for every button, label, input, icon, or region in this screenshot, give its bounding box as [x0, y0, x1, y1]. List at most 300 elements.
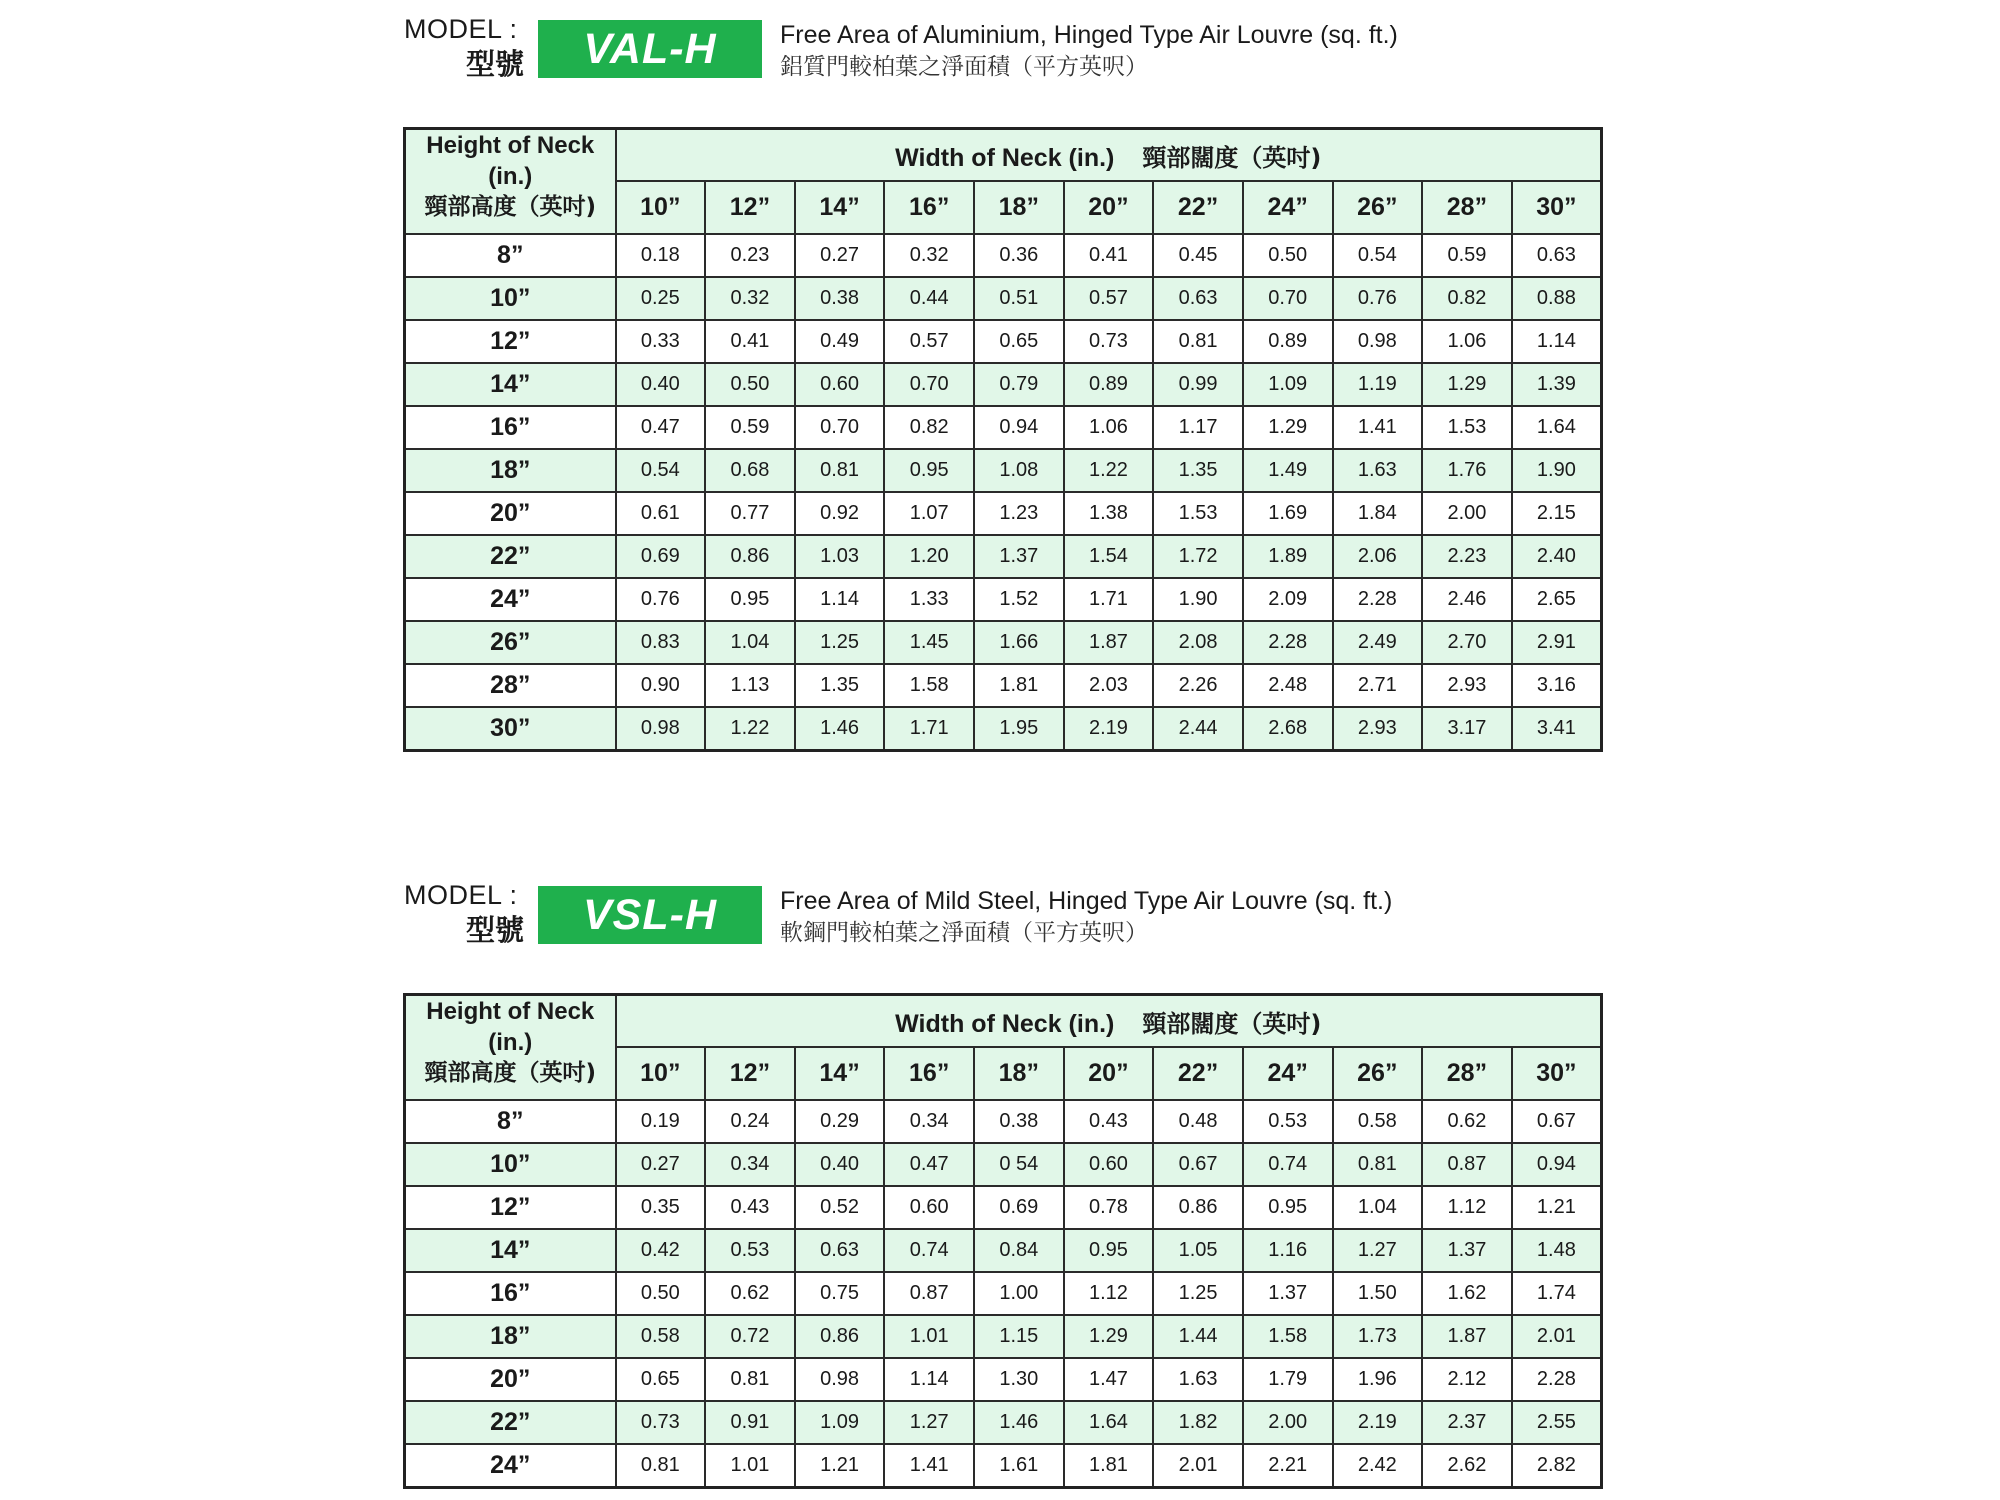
table-cell: 0.45 [1153, 234, 1243, 277]
table-row [405, 277, 1602, 320]
table-cell: 0.43 [1064, 1100, 1154, 1143]
column-header: 26” [1333, 181, 1423, 234]
header-row [405, 129, 1602, 182]
table-cell: 0.63 [1153, 277, 1243, 320]
row-height-cell: 28” [405, 664, 616, 707]
column-header: 10” [616, 1047, 706, 1100]
table-cell: 0.27 [616, 1143, 706, 1186]
table-cell: 0.67 [1512, 1100, 1602, 1143]
row-height-cell: 18” [405, 1315, 616, 1358]
table-cell: 1.21 [1512, 1186, 1602, 1229]
table-cell: 0.74 [1243, 1143, 1333, 1186]
table-row [405, 1358, 1602, 1401]
table-cell: 0.42 [616, 1229, 706, 1272]
table-row [405, 578, 1602, 621]
table-cell: 0.61 [616, 492, 706, 535]
table-cell: 1.22 [1064, 449, 1154, 492]
table-cell: 1.63 [1153, 1358, 1243, 1401]
table-cell: 2.82 [1512, 1444, 1602, 1488]
table-cell: 0.50 [616, 1272, 706, 1315]
table-cell: 0.81 [1333, 1143, 1423, 1186]
table-row [405, 406, 1602, 449]
table-cell: 2.19 [1064, 707, 1154, 751]
table-cell: 2.28 [1512, 1358, 1602, 1401]
table-cell: 1.12 [1064, 1272, 1154, 1315]
table-cell: 0.87 [884, 1272, 974, 1315]
table-cell: 3.41 [1512, 707, 1602, 751]
table-cell: 2.55 [1512, 1401, 1602, 1444]
table-cell: 0.70 [1243, 277, 1333, 320]
table-cell: 1.01 [705, 1444, 795, 1488]
table-cell: 1.21 [795, 1444, 885, 1488]
table-cell: 0.40 [616, 363, 706, 406]
table-cell: 1.14 [795, 578, 885, 621]
model-label-zh: 型號 [466, 47, 525, 81]
table-row [405, 621, 1602, 664]
table-cell: 0.60 [884, 1186, 974, 1229]
width-label-zh: 頸部闊度（英吋) [1142, 1009, 1322, 1038]
table-cell: 1.14 [884, 1358, 974, 1401]
table-cell: 0.40 [795, 1143, 885, 1186]
table-cell: 0.58 [1333, 1100, 1423, 1143]
table-row [405, 1444, 1602, 1488]
table-cell: 1.29 [1422, 363, 1512, 406]
table-cell: 0.63 [795, 1229, 885, 1272]
table-cell: 0.95 [1243, 1186, 1333, 1229]
table-cell: 1.90 [1153, 578, 1243, 621]
column-header: 12” [705, 181, 795, 234]
table-cell: 2.40 [1512, 535, 1602, 578]
column-header: 14” [795, 1047, 885, 1100]
table-cell: 0.19 [616, 1100, 706, 1143]
table-cell: 1.38 [1064, 492, 1154, 535]
row-height-cell: 24” [405, 1444, 616, 1488]
table-cell: 0.33 [616, 320, 706, 363]
table-cell: 0.83 [616, 621, 706, 664]
height-label-unit: (in.) [488, 163, 533, 190]
column-header: 26” [1333, 1047, 1423, 1100]
table-cell: 1.09 [795, 1401, 885, 1444]
column-header: 28” [1422, 181, 1512, 234]
table-cell: 1.12 [1422, 1186, 1512, 1229]
table-cell: 0.48 [1153, 1100, 1243, 1143]
table-cell: 2.08 [1153, 621, 1243, 664]
table-cell: 0.53 [1243, 1100, 1333, 1143]
table-cell: 1.25 [1153, 1272, 1243, 1315]
table-cell: 0.34 [884, 1100, 974, 1143]
table-cell: 0.82 [1422, 277, 1512, 320]
table-cell: 0.23 [705, 234, 795, 277]
table-cell: 0.87 [1422, 1143, 1512, 1186]
column-header: 16” [884, 181, 974, 234]
table-cell: 2.00 [1422, 492, 1512, 535]
row-height-cell: 26” [405, 621, 616, 664]
column-header: 20” [1064, 1047, 1154, 1100]
table-cell: 2.70 [1422, 621, 1512, 664]
table-cell: 0.72 [705, 1315, 795, 1358]
row-height-cell: 22” [405, 1401, 616, 1444]
table-row [405, 1143, 1602, 1186]
table-cell: 1.19 [1333, 363, 1423, 406]
caption-zh: 鋁質門較柏葉之淨面積（平方英呎） [780, 54, 1148, 80]
table-cell: 0.98 [616, 707, 706, 751]
table-cell: 0.27 [795, 234, 885, 277]
table-cell: 0.76 [1333, 277, 1423, 320]
table-cell: 1.48 [1512, 1229, 1602, 1272]
table-cell: 0.94 [1512, 1143, 1602, 1186]
table-cell: 0.89 [1243, 320, 1333, 363]
table-cell: 0.91 [705, 1401, 795, 1444]
table-cell: 0.54 [616, 449, 706, 492]
table-cell: 2.19 [1333, 1401, 1423, 1444]
table-cell: 0.78 [1064, 1186, 1154, 1229]
table-cell: 2.23 [1422, 535, 1512, 578]
table-row [405, 234, 1602, 277]
height-label-en: Height of Neck [426, 132, 595, 159]
table-cell: 0.75 [795, 1272, 885, 1315]
table-row [405, 492, 1602, 535]
table-cell: 0.47 [616, 406, 706, 449]
row-height-cell: 12” [405, 320, 616, 363]
table-cell: 0.32 [705, 277, 795, 320]
table-cell: 0.86 [705, 535, 795, 578]
height-label-zh: 頸部高度（英吋) [424, 1060, 596, 1086]
table-cell: 0.84 [974, 1229, 1064, 1272]
table-cell: 0.65 [974, 320, 1064, 363]
table-row [405, 1186, 1602, 1229]
table-cell: 2.37 [1422, 1401, 1512, 1444]
table-cell: 2.01 [1153, 1444, 1243, 1488]
table-cell: 1.07 [884, 492, 974, 535]
table-cell: 0.32 [884, 234, 974, 277]
table-cell: 0.86 [795, 1315, 885, 1358]
table-cell: 1.22 [705, 707, 795, 751]
table-row [405, 1272, 1602, 1315]
width-label-en: Width of Neck (in.) [895, 143, 1115, 172]
table-cell: 0.69 [974, 1186, 1064, 1229]
table-cell: 0.53 [705, 1229, 795, 1272]
table-row [405, 449, 1602, 492]
table-cell: 2.09 [1243, 578, 1333, 621]
table-cell: 1.58 [1243, 1315, 1333, 1358]
table-head [405, 995, 1602, 1101]
table-cell: 1.54 [1064, 535, 1154, 578]
row-height-cell: 8” [405, 234, 616, 277]
table-cell: 0.50 [705, 363, 795, 406]
table-cell: 1.27 [1333, 1229, 1423, 1272]
table-cell: 1.14 [1512, 320, 1602, 363]
table-cell: 0.59 [705, 406, 795, 449]
table-cell: 0.49 [795, 320, 885, 363]
table-cell: 2.46 [1422, 578, 1512, 621]
table-cell: 1.06 [1064, 406, 1154, 449]
row-height-cell: 10” [405, 277, 616, 320]
table-cell: 1.46 [974, 1401, 1064, 1444]
table-cell: 1.05 [1153, 1229, 1243, 1272]
table-cell: 0.35 [616, 1186, 706, 1229]
table-cell: 0.70 [795, 406, 885, 449]
table-cell: 0.51 [974, 277, 1064, 320]
height-label-zh: 頸部高度（英吋) [424, 194, 596, 220]
table-cell: 0.81 [616, 1444, 706, 1488]
table-cell: 1.63 [1333, 449, 1423, 492]
width-label-en: Width of Neck (in.) [895, 1009, 1115, 1038]
table-cell: 2.03 [1064, 664, 1154, 707]
table-cell: 1.37 [1422, 1229, 1512, 1272]
table-cell: 0.24 [705, 1100, 795, 1143]
table-cell: 0.58 [616, 1315, 706, 1358]
column-header: 14” [795, 181, 885, 234]
table-cell: 1.69 [1243, 492, 1333, 535]
table-cell: 1.50 [1333, 1272, 1423, 1315]
table-cell: 1.53 [1422, 406, 1512, 449]
width-of-neck-header [616, 995, 1602, 1048]
column-header: 18” [974, 1047, 1064, 1100]
row-height-cell: 14” [405, 1229, 616, 1272]
row-height-cell: 10” [405, 1143, 616, 1186]
table-cell: 1.09 [1243, 363, 1333, 406]
table-row [405, 1401, 1602, 1444]
width-label-zh: 頸部闊度（英吋) [1142, 143, 1322, 172]
free-area-table [403, 993, 1603, 1489]
table-cell: 0 54 [974, 1143, 1064, 1186]
table-row [405, 535, 1602, 578]
column-header: 30” [1512, 1047, 1602, 1100]
table-cell: 0.60 [795, 363, 885, 406]
height-of-neck-header [405, 129, 616, 235]
table-cell: 0.89 [1064, 363, 1154, 406]
table-cell: 0.95 [705, 578, 795, 621]
table-cell: 1.81 [974, 664, 1064, 707]
row-height-cell: 8” [405, 1100, 616, 1143]
table-cell: 3.17 [1422, 707, 1512, 751]
model-label: MODEL : [404, 14, 518, 44]
table-cell: 1.37 [974, 535, 1064, 578]
table-cell: 1.71 [1064, 578, 1154, 621]
column-header: 24” [1243, 181, 1333, 234]
table-cell: 1.15 [974, 1315, 1064, 1358]
model-badge: VAL-H [538, 20, 762, 78]
table-cell: 1.64 [1512, 406, 1602, 449]
table-row [405, 363, 1602, 406]
table-cell: 1.71 [884, 707, 974, 751]
table-cell: 0.59 [1422, 234, 1512, 277]
table-cell: 0.95 [1064, 1229, 1154, 1272]
table-cell: 1.16 [1243, 1229, 1333, 1272]
table-cell: 1.06 [1422, 320, 1512, 363]
table-cell: 0.73 [1064, 320, 1154, 363]
table-row [405, 320, 1602, 363]
table-cell: 0.81 [795, 449, 885, 492]
table-cell: 2.65 [1512, 578, 1602, 621]
table-cell: 1.29 [1243, 406, 1333, 449]
table-cell: 0.41 [705, 320, 795, 363]
caption-zh: 軟鋼門較柏葉之淨面積（平方英呎） [780, 920, 1148, 946]
free-area-table [403, 127, 1603, 752]
table-cell: 0.88 [1512, 277, 1602, 320]
table-cell: 1.04 [1333, 1186, 1423, 1229]
height-label-en: Height of Neck [426, 998, 595, 1025]
row-height-cell: 30” [405, 707, 616, 751]
table-cell: 1.64 [1064, 1401, 1154, 1444]
table-cell: 1.41 [884, 1444, 974, 1488]
table-cell: 1.44 [1153, 1315, 1243, 1358]
column-header: 30” [1512, 181, 1602, 234]
table-cell: 1.00 [974, 1272, 1064, 1315]
model-label: MODEL : [404, 880, 518, 910]
row-height-cell: 20” [405, 492, 616, 535]
table-cell: 1.89 [1243, 535, 1333, 578]
table-cell: 1.29 [1064, 1315, 1154, 1358]
table-cell: 2.91 [1512, 621, 1602, 664]
table-cell: 1.52 [974, 578, 1064, 621]
model-badge: VSL-H [538, 886, 762, 944]
caption-en: Free Area of Aluminium, Hinged Type Air Louvre (sq. ft.) [780, 21, 1398, 49]
table-cell: 1.46 [795, 707, 885, 751]
table-cell: 0.76 [616, 578, 706, 621]
table-cell: 0.63 [1512, 234, 1602, 277]
table-cell: 0.81 [705, 1358, 795, 1401]
table-cell: 0.95 [884, 449, 974, 492]
height-label-unit: (in.) [488, 1029, 533, 1056]
column-header: 18” [974, 181, 1064, 234]
table-cell: 1.47 [1064, 1358, 1154, 1401]
table-cell: 1.20 [884, 535, 974, 578]
table-cell: 0.38 [795, 277, 885, 320]
table-cell: 0.68 [705, 449, 795, 492]
table-cell: 1.13 [705, 664, 795, 707]
table-cell: 1.79 [1243, 1358, 1333, 1401]
table-cell: 0.38 [974, 1100, 1064, 1143]
table-cell: 1.74 [1512, 1272, 1602, 1315]
table-cell: 1.01 [884, 1315, 974, 1358]
table-cell: 0.50 [1243, 234, 1333, 277]
table-cell: 1.30 [974, 1358, 1064, 1401]
table-cell: 1.27 [884, 1401, 974, 1444]
table-cell: 0.57 [884, 320, 974, 363]
table-cell: 0.79 [974, 363, 1064, 406]
table-cell: 0.60 [1064, 1143, 1154, 1186]
table-cell: 0.52 [795, 1186, 885, 1229]
table-cell: 0.70 [884, 363, 974, 406]
table-cell: 1.84 [1333, 492, 1423, 535]
table-cell: 0.99 [1153, 363, 1243, 406]
table-row [405, 1100, 1602, 1143]
row-height-cell: 16” [405, 1272, 616, 1315]
table-cell: 1.87 [1422, 1315, 1512, 1358]
table-cell: 2.49 [1333, 621, 1423, 664]
table-cell: 1.82 [1153, 1401, 1243, 1444]
column-header: 10” [616, 181, 706, 234]
table-cell: 0.34 [705, 1143, 795, 1186]
table-cell: 0.65 [616, 1358, 706, 1401]
table-body [405, 1100, 1602, 1488]
table-cell: 2.48 [1243, 664, 1333, 707]
model-label-zh: 型號 [466, 913, 525, 947]
table-cell: 2.28 [1333, 578, 1423, 621]
table-cell: 2.12 [1422, 1358, 1512, 1401]
table-row [405, 1315, 1602, 1358]
table-cell: 1.33 [884, 578, 974, 621]
table-cell: 0.94 [974, 406, 1064, 449]
table-cell: 1.73 [1333, 1315, 1423, 1358]
table-cell: 2.21 [1243, 1444, 1333, 1488]
table-cell: 0.81 [1153, 320, 1243, 363]
table-cell: 1.39 [1512, 363, 1602, 406]
table-cell: 1.08 [974, 449, 1064, 492]
table-cell: 0.74 [884, 1229, 974, 1272]
table-cell: 2.71 [1333, 664, 1423, 707]
table-cell: 2.42 [1333, 1444, 1423, 1488]
table-cell: 0.18 [616, 234, 706, 277]
table-cell: 1.72 [1153, 535, 1243, 578]
table-cell: 1.61 [974, 1444, 1064, 1488]
table-cell: 0.41 [1064, 234, 1154, 277]
table-row [405, 664, 1602, 707]
table-head [405, 129, 1602, 235]
table-cell: 0.62 [1422, 1100, 1512, 1143]
table-cell: 1.58 [884, 664, 974, 707]
table-cell: 0.47 [884, 1143, 974, 1186]
table-cell: 1.45 [884, 621, 974, 664]
table-cell: 0.98 [1333, 320, 1423, 363]
table-cell: 0.43 [705, 1186, 795, 1229]
height-of-neck-header [405, 995, 616, 1101]
table-cell: 1.53 [1153, 492, 1243, 535]
table-cell: 1.49 [1243, 449, 1333, 492]
table-cell: 1.41 [1333, 406, 1423, 449]
table-cell: 0.73 [616, 1401, 706, 1444]
column-header: 24” [1243, 1047, 1333, 1100]
table-cell: 1.35 [795, 664, 885, 707]
column-header: 22” [1153, 181, 1243, 234]
table-cell: 0.36 [974, 234, 1064, 277]
table-cell: 1.17 [1153, 406, 1243, 449]
table-cell: 0.57 [1064, 277, 1154, 320]
row-height-cell: 22” [405, 535, 616, 578]
table-cell: 0.44 [884, 277, 974, 320]
header-row [405, 995, 1602, 1048]
table-cell: 2.06 [1333, 535, 1423, 578]
table-cell: 2.68 [1243, 707, 1333, 751]
column-header: 16” [884, 1047, 974, 1100]
row-height-cell: 14” [405, 363, 616, 406]
table-cell: 0.67 [1153, 1143, 1243, 1186]
row-height-cell: 16” [405, 406, 616, 449]
table-row [405, 707, 1602, 751]
table-cell: 1.96 [1333, 1358, 1423, 1401]
table-cell: 2.44 [1153, 707, 1243, 751]
table-cell: 1.23 [974, 492, 1064, 535]
width-of-neck-header [616, 129, 1602, 182]
table-cell: 1.25 [795, 621, 885, 664]
table-cell: 0.90 [616, 664, 706, 707]
column-header: 22” [1153, 1047, 1243, 1100]
table-cell: 2.00 [1243, 1401, 1333, 1444]
table-cell: 1.35 [1153, 449, 1243, 492]
table-cell: 1.62 [1422, 1272, 1512, 1315]
table-cell: 0.62 [705, 1272, 795, 1315]
row-height-cell: 24” [405, 578, 616, 621]
table-cell: 1.76 [1422, 449, 1512, 492]
table-cell: 1.66 [974, 621, 1064, 664]
table-cell: 1.95 [974, 707, 1064, 751]
table-cell: 0.77 [705, 492, 795, 535]
table-cell: 0.92 [795, 492, 885, 535]
column-header: 12” [705, 1047, 795, 1100]
column-header: 28” [1422, 1047, 1512, 1100]
table-cell: 1.37 [1243, 1272, 1333, 1315]
